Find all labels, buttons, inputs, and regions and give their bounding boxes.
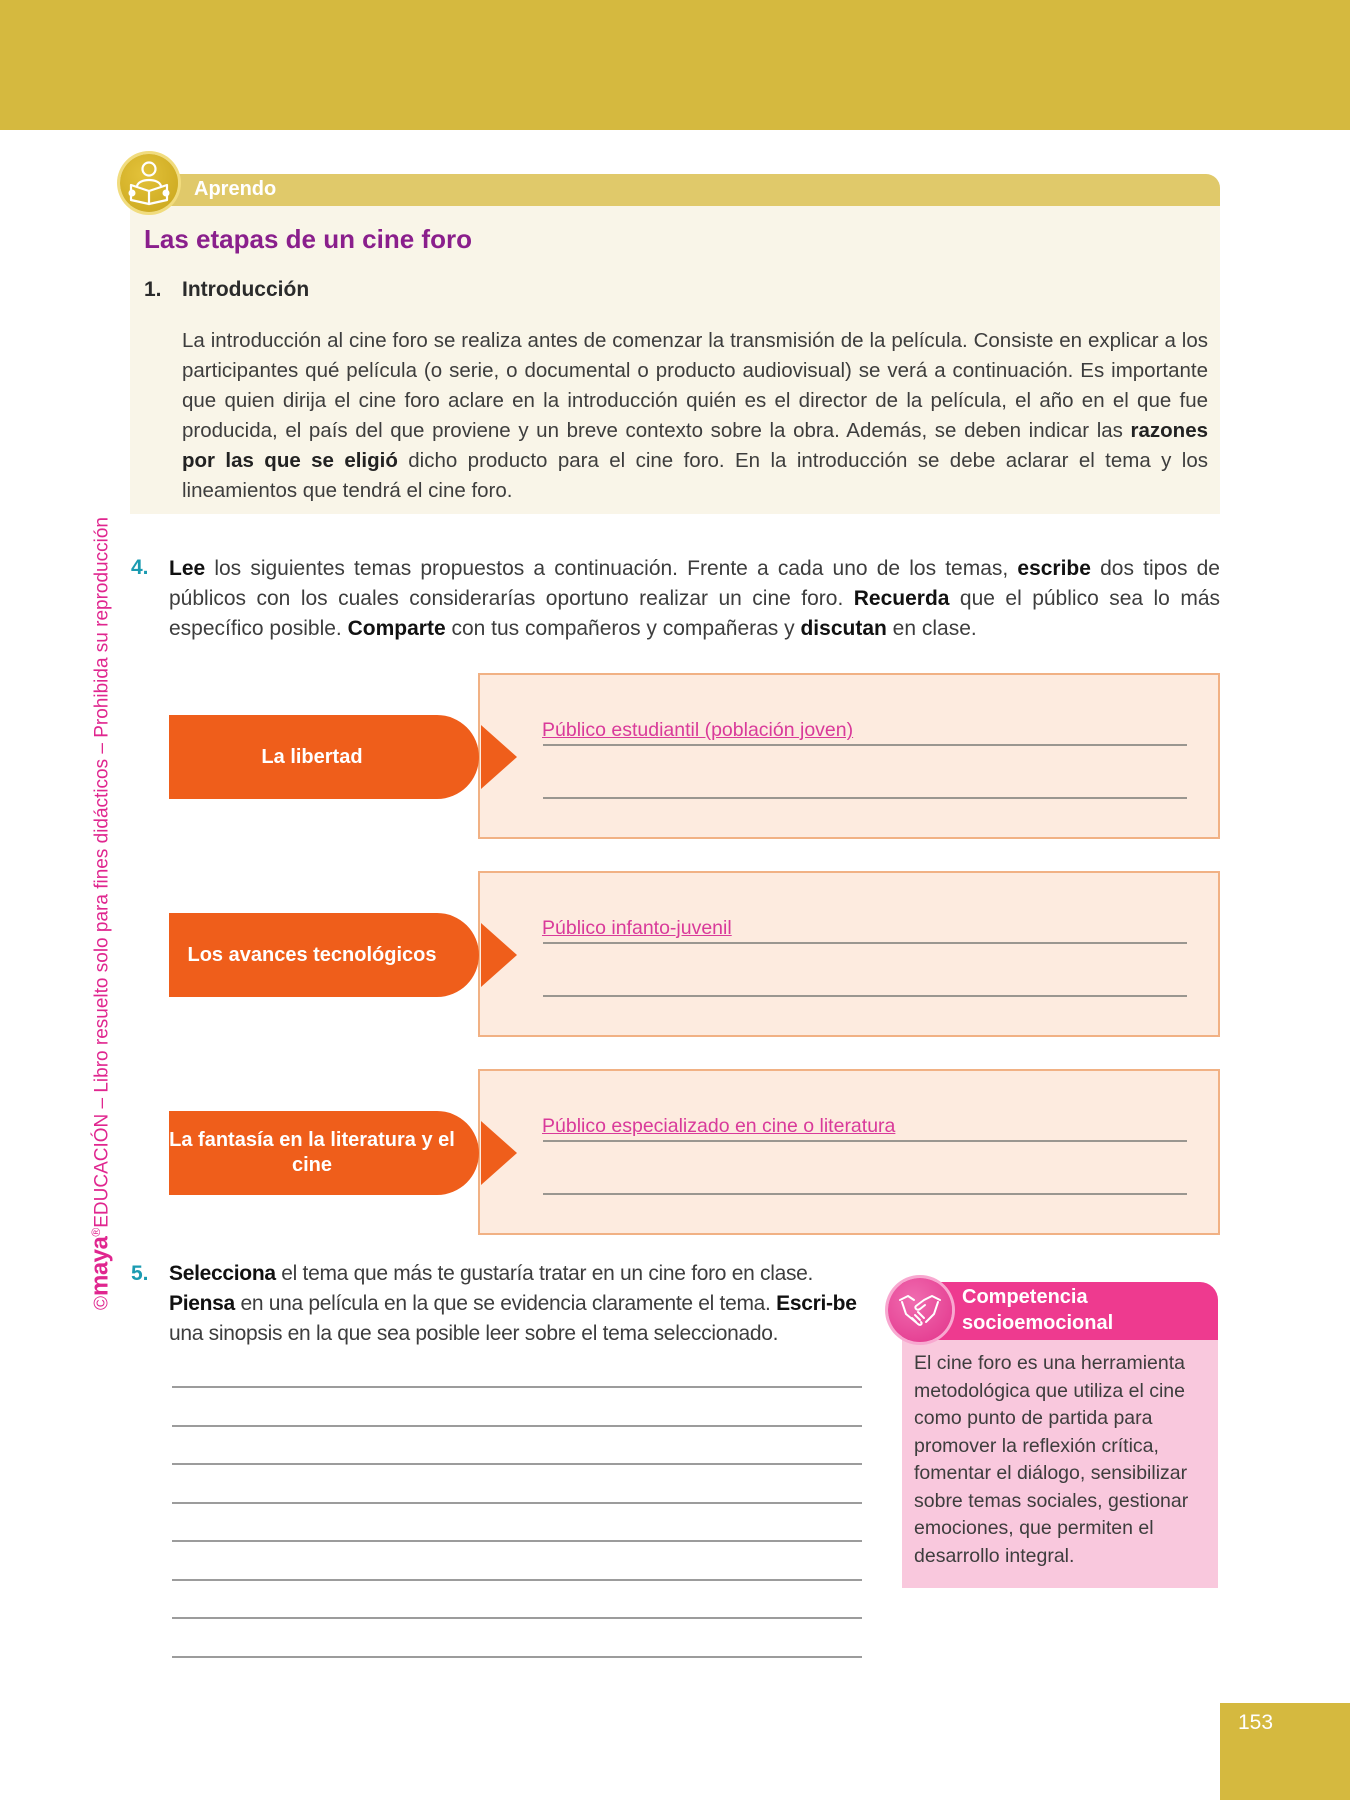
answer-line[interactable] [543,995,1187,997]
copyright-text: EDUCACIÓN – Libro resuelto solo para fines didácticos – Prohibida su reproducción [91,517,113,1228]
aprendo-label: Aprendo [194,178,277,200]
topic-row [169,1069,1220,1235]
subsection-number: 1. [144,278,162,301]
instruction-verb: Recuerda [853,587,950,610]
answer-box [478,673,1220,839]
exercise5-instructions [169,1259,869,1349]
instruction-text: que el público sea lo más específico posible. [169,587,1220,640]
answer-text[interactable]: Público estudiantil (población joven) [542,719,854,741]
answer-text[interactable]: Público especializado en cine o literatura [542,1115,896,1137]
publisher-brand: maya [86,1236,114,1296]
copyright-symbol: © [91,1296,113,1310]
section-title: Las etapas de un cine foro [144,224,472,254]
exercise4-instructions [169,554,1220,644]
topic-row [169,871,1220,1037]
competencia-text: El cine foro es una herramienta metodológica que utiliza el cine como punto de partida para promover la reflexión crítica, fomentar el diálogo, sensibilizar sobre temas sociales, gestionar emociones, que permiten el desarrollo integral. [914,1352,1189,1567]
page-number: 153 [1238,1711,1274,1734]
exercise-number: 4. [131,556,149,579]
handshake-icon [888,1278,952,1342]
paragraph-bold-text: razones por las que se eligió [182,419,1208,472]
instruction-text: en clase. [886,617,977,640]
competencia-socioemocional-box [902,1282,1218,1588]
topic-label: La fantasía en la literatura y el cine [169,1111,479,1195]
synopsis-writing-line[interactable] [172,1617,862,1619]
copyright-side-note [74,490,118,1310]
instruction-text: en una película en la que se evidencia claramente el tema. [234,1292,777,1315]
paragraph-text: La introducción al cine foro se realiza antes de comenzar la transmisión de la película. Consiste en explicar a los participantes qué película (o serie, o documental o producto audiovisual) se verá a continuación. Es importante que quien dirija el cine foro aclare en la introducción quién es el director de la película, el año en el que fue producida, el país del que proviene y un breve contexto sobre la obra. Además, se deben indicar las [182,329,1208,442]
competencia-title-line: Competencia [962,1286,1088,1308]
instruction-text: el tema que más te gustaría tratar en un cine foro en clase. [275,1262,814,1285]
instruction-verb: Comparte [347,617,446,640]
answer-line[interactable] [543,797,1187,799]
top-color-band [0,0,1350,130]
instruction-verb: Lee [169,557,206,580]
instruction-verb: Piensa [169,1292,235,1315]
instruction-text: los siguientes temas propuestos a continuación. Frente a cada uno de los temas, [205,557,1018,580]
answer-box [478,1069,1220,1235]
topic-label: La libertad [169,715,479,799]
synopsis-writing-line[interactable] [172,1386,862,1388]
answer-box [478,871,1220,1037]
instruction-text: una sinopsis en la que sea posible leer sobre el tema seleccionado. [169,1322,779,1345]
paragraph-text: dicho producto para el cine foro. En la introducción se debe aclarar el tema y los lineamientos que tendrá el cine foro. [182,449,1208,502]
synopsis-writing-line[interactable] [172,1425,862,1427]
instruction-verb: Escri-be [776,1292,857,1315]
answer-text[interactable]: Público infanto-juvenil [542,917,732,939]
instruction-verb: Selecciona [169,1262,276,1285]
registered-symbol: ® [89,1227,103,1237]
instruction-text: con tus compañeros y compañeras y [445,617,801,640]
topic-label: Los avances tecnológicos [169,913,479,997]
arrow-pointer-icon [481,923,517,987]
competencia-title-line: socioemocional [962,1312,1114,1334]
synopsis-writing-line[interactable] [172,1579,862,1581]
synopsis-writing-line[interactable] [172,1540,862,1542]
aprendo-box [130,174,1220,514]
synopsis-writing-line[interactable] [172,1502,862,1504]
instruction-verb: discutan [800,617,887,640]
instruction-text: dos tipos de públicos con los cuales considerarías oportuno realizar un cine foro. [169,557,1220,610]
aprendo-header [130,174,1220,206]
introduction-paragraph [182,326,1208,506]
reader-icon [120,154,178,212]
answer-line[interactable] [543,1140,1187,1142]
synopsis-writing-line[interactable] [172,1463,862,1465]
subsection-title: Introducción [182,278,310,301]
competencia-title [962,1284,1113,1336]
arrow-pointer-icon [481,725,517,789]
answer-line[interactable] [543,744,1187,746]
answer-line[interactable] [543,942,1187,944]
instruction-verb: escribe [1017,557,1091,580]
subsection-heading [144,278,309,302]
answer-line[interactable] [543,1193,1187,1195]
arrow-pointer-icon [481,1121,517,1185]
page-number-box [1220,1703,1350,1800]
topic-row [169,673,1220,839]
synopsis-writing-line[interactable] [172,1656,862,1658]
exercise-number: 5. [131,1262,149,1285]
